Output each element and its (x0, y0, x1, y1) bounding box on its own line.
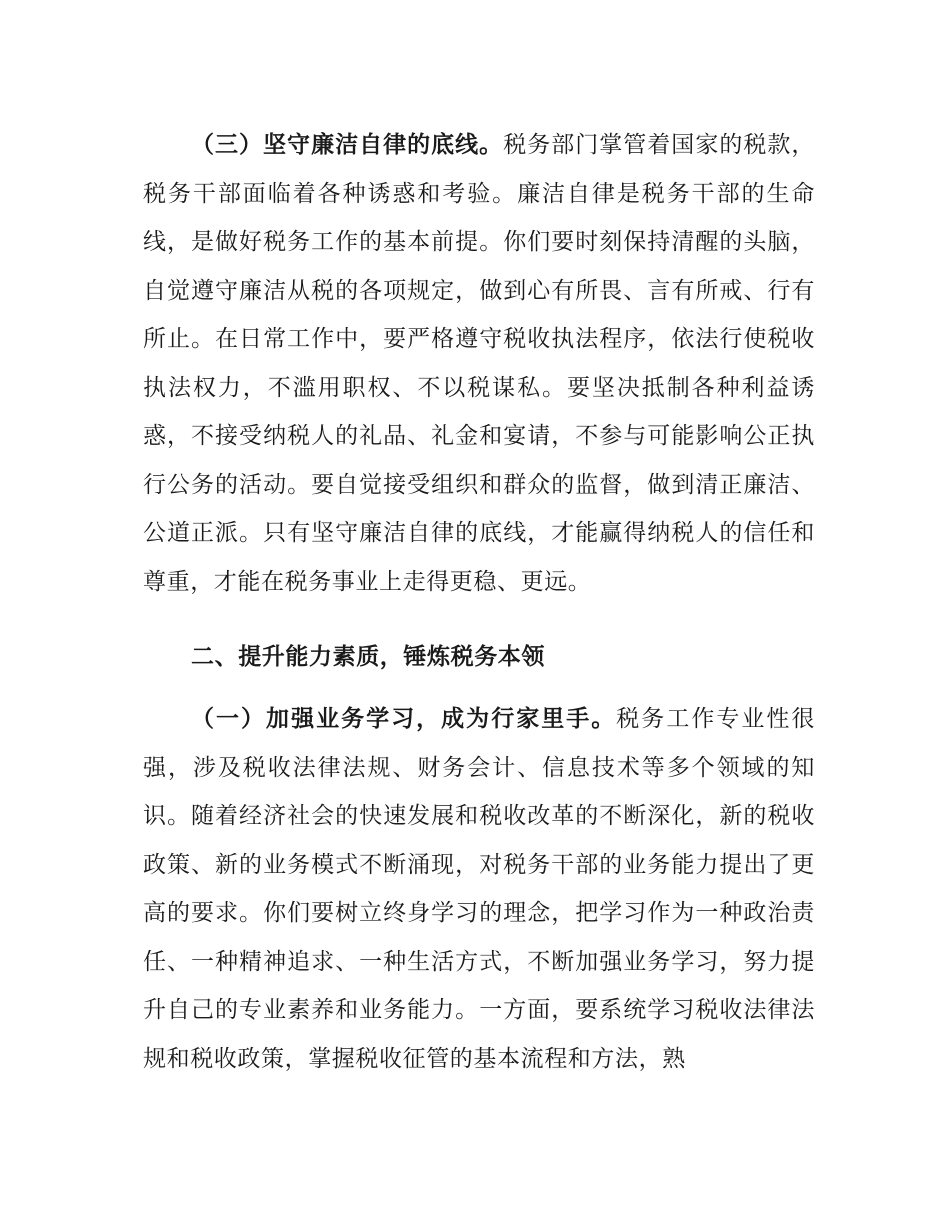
section-heading: 二、提升能力素质，锤炼税务本领 (191, 644, 545, 670)
paragraph-lead: （三）坚守廉洁自律的底线。 (191, 132, 504, 158)
paragraph (143, 121, 815, 606)
paragraph (143, 695, 815, 1083)
paragraph-lead: （一）加强业务学习，成为行家里手。 (191, 706, 617, 732)
paragraph-body: 税务工作专业性很强，涉及税收法律法规、财务会计、信息技术等多个领域的知识。随着经济社会的快速发展和税收改革的不断深化，新的税收政策、新的业务模式不断涌现，对税务干部的业务能力提出了更高的要求。你们要树立终身学习的理念，把学习作为一种政治责任、一种精神追求、一种生活方式，不断加强业务学习，努力提升自己的专业素养和业务能力。一方面，要系统学习税收法律法规和税收政策，掌握税收征管的基本流程和方法，熟 (143, 706, 815, 1072)
paragraph-body: 税务部门掌管着国家的税款，税务干部面临着各种诱惑和考验。廉洁自律是税务干部的生命线，是做好税务工作的基本前提。你们要时刻保持清醒的头脑，自觉遵守廉洁从税的各项规定，做到心有所畏、言有所戒、行有所止。在日常工作中，要严格遵守税收执法程序，依法行使税收执法权力，不滥用职权、不以税谋私。要坚决抵制各种利益诱惑，不接受纳税人的礼品、礼金和宴请，不参与可能影响公正执行公务的活动。要自觉接受组织和群众的监督，做到清正廉洁、公道正派。只有坚守廉洁自律的底线，才能赢得纳税人的信任和尊重，才能在税务事业上走得更稳、更远。 (143, 132, 815, 595)
